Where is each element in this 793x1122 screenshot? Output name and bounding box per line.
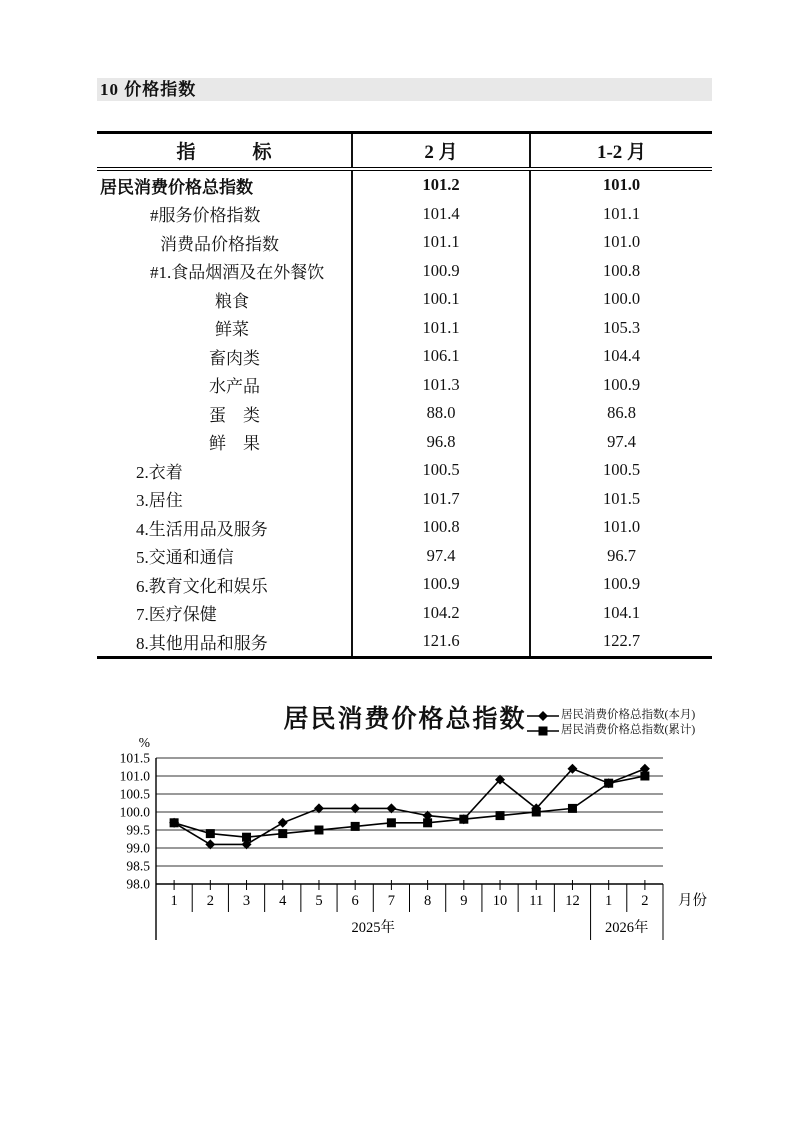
table-row — [97, 399, 712, 428]
y-axis-tick-label: 99.5 — [126, 822, 150, 838]
row-value-feb: 101.1 — [352, 228, 530, 257]
chart-title: 居民消费价格总指数 — [283, 706, 527, 733]
row-value-feb: 101.7 — [352, 485, 530, 514]
row-value-jan-feb: 96.7 — [530, 542, 712, 571]
diamond-marker-icon — [527, 710, 559, 722]
table-row — [97, 428, 712, 457]
row-value-feb: 88.0 — [352, 399, 530, 428]
square-marker — [242, 833, 251, 842]
row-value-feb: 100.8 — [352, 513, 530, 542]
month-label: 3 — [242, 893, 251, 909]
table-row — [97, 285, 712, 314]
month-label: 9 — [460, 893, 468, 909]
month-label: 2 — [641, 893, 649, 909]
col-header-indicator: 指 标 — [97, 133, 352, 170]
row-label: #1.食品烟酒及在外餐饮 — [150, 263, 325, 283]
square-marker — [387, 818, 396, 827]
row-value-feb: 106.1 — [352, 342, 530, 371]
y-axis-tick-label: 98.5 — [126, 858, 150, 874]
table-row — [97, 257, 712, 286]
col-header-feb: 2 月 — [352, 133, 530, 170]
cpi-line-chart — [100, 733, 760, 958]
square-marker — [568, 804, 577, 813]
row-label: 8.其他用品和服务 — [136, 633, 268, 653]
month-label: 10 — [492, 893, 508, 909]
year-label: 2025年 — [351, 920, 396, 936]
row-label: #服务价格指数 — [150, 206, 261, 226]
table-row — [97, 169, 712, 200]
y-axis-tick-label: 100.0 — [119, 804, 150, 820]
row-value-feb: 121.6 — [352, 627, 530, 657]
row-value-feb: 101.3 — [352, 371, 530, 400]
row-label: 6.教育文化和娱乐 — [136, 576, 268, 596]
row-label: 2.衣着 — [136, 462, 183, 482]
square-marker — [278, 829, 287, 838]
row-value-feb: 100.9 — [352, 257, 530, 286]
month-label: 6 — [351, 893, 359, 909]
col-header-jan-feb: 1-2 月 — [530, 133, 712, 170]
row-label: 3.居住 — [136, 491, 183, 511]
row-value-jan-feb: 104.4 — [530, 342, 712, 371]
price-index-table — [97, 131, 712, 659]
x-axis-title: 月份 — [678, 893, 707, 909]
month-label: 1 — [605, 893, 613, 909]
row-value-jan-feb: 100.8 — [530, 257, 712, 286]
month-label: 5 — [315, 893, 323, 909]
row-label: 水产品 — [209, 377, 260, 397]
row-value-feb: 101.2 — [352, 169, 530, 200]
row-label: 蛋 类 — [209, 405, 260, 425]
square-marker — [423, 818, 432, 827]
table-row — [97, 570, 712, 599]
row-label: 居民消费价格总指数 — [100, 177, 253, 197]
month-label: 2 — [206, 893, 214, 909]
row-value-jan-feb: 104.1 — [530, 599, 712, 628]
square-marker — [206, 829, 215, 838]
row-value-jan-feb: 86.8 — [530, 399, 712, 428]
diamond-marker — [278, 818, 288, 828]
row-value-feb: 101.1 — [352, 314, 530, 343]
square-marker — [459, 815, 468, 824]
row-value-jan-feb: 100.5 — [530, 456, 712, 485]
table-row — [97, 371, 712, 400]
y-axis-tick-label: 100.5 — [119, 786, 150, 802]
row-value-jan-feb: 101.0 — [530, 228, 712, 257]
square-marker — [532, 808, 541, 817]
row-value-feb: 101.4 — [352, 200, 530, 229]
month-label: 4 — [279, 893, 287, 909]
table-header-row — [97, 133, 712, 170]
row-value-feb: 100.1 — [352, 285, 530, 314]
month-label: 7 — [387, 893, 396, 909]
row-label: 消费品价格指数 — [160, 234, 279, 254]
square-marker — [170, 818, 179, 827]
year-label: 2026年 — [605, 920, 649, 936]
row-value-feb: 100.9 — [352, 570, 530, 599]
table-row — [97, 314, 712, 343]
row-label: 粮食 — [215, 291, 249, 311]
y-axis-tick-label: 101.5 — [119, 750, 150, 766]
row-value-jan-feb: 101.0 — [530, 513, 712, 542]
row-value-jan-feb: 122.7 — [530, 627, 712, 657]
table-row — [97, 456, 712, 485]
legend-item-monthly — [527, 708, 695, 723]
table-row — [97, 599, 712, 628]
price-table-body — [97, 169, 712, 657]
row-value-jan-feb: 101.5 — [530, 485, 712, 514]
month-label: 8 — [423, 893, 432, 909]
row-label: 7.医疗保健 — [136, 605, 217, 625]
legend-label-monthly: 居民消费价格总指数(本月) — [561, 709, 696, 721]
row-value-jan-feb: 100.9 — [530, 371, 712, 400]
table-row — [97, 513, 712, 542]
row-value-jan-feb: 100.0 — [530, 285, 712, 314]
y-axis-tick-label: 101.0 — [119, 768, 150, 784]
row-label: 4.生活用品及服务 — [136, 519, 268, 539]
row-value-jan-feb: 100.9 — [530, 570, 712, 599]
table-row — [97, 627, 712, 657]
section-header: 10 价格指数 — [97, 78, 712, 101]
row-value-feb: 100.5 — [352, 456, 530, 485]
month-label: 12 — [565, 893, 580, 909]
row-label: 5.交通和通信 — [136, 548, 234, 568]
row-label: 鲜 果 — [209, 434, 260, 454]
month-label: 11 — [529, 893, 544, 909]
table-row — [97, 485, 712, 514]
row-value-jan-feb: 101.1 — [530, 200, 712, 229]
square-marker — [496, 811, 505, 820]
row-value-jan-feb: 97.4 — [530, 428, 712, 457]
row-value-feb: 96.8 — [352, 428, 530, 457]
square-marker — [314, 826, 323, 835]
row-value-jan-feb: 105.3 — [530, 314, 712, 343]
row-value-feb: 104.2 — [352, 599, 530, 628]
table-row — [97, 542, 712, 571]
y-axis-tick-label: 98.0 — [126, 876, 150, 892]
square-marker — [604, 779, 613, 788]
legend-label-cumulative: 居民消费价格总指数(累计) — [561, 724, 696, 736]
row-label: 畜肉类 — [209, 348, 260, 368]
table-row — [97, 342, 712, 371]
table-row — [97, 228, 712, 257]
row-value-jan-feb: 101.0 — [530, 169, 712, 200]
y-axis-unit-label: % — [138, 735, 150, 750]
y-axis-tick-label: 99.0 — [126, 840, 150, 856]
table-row — [97, 200, 712, 229]
row-label: 鲜菜 — [215, 320, 249, 340]
row-value-feb: 97.4 — [352, 542, 530, 571]
square-marker — [351, 822, 360, 831]
month-label: 1 — [170, 893, 178, 909]
square-marker — [640, 772, 649, 781]
